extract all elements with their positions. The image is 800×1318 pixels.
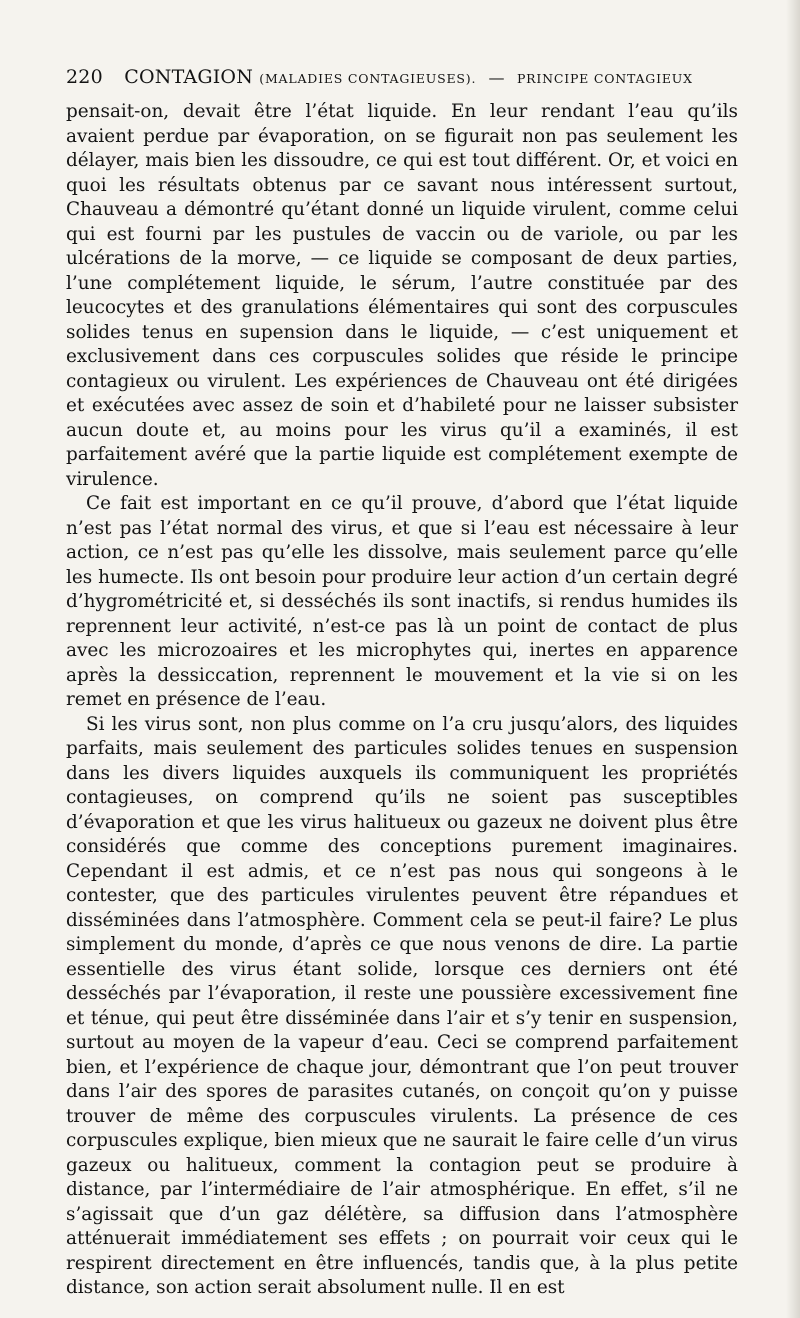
header-section: PRINCIPE CONTAGIEUX: [516, 71, 693, 86]
body-text: [66, 100, 738, 1301]
paragraph-2: Ce fait est important en ce qu’il prouve, d’abord que l’état liquide n’est pas l’état normal des virus, et que si l’eau est nécessaire à leur action, ce n’est pas qu’elle les dissolve, mais seulement parce qu’elle les humecte. Ils ont besoin pour produire leur action d’un certain degré d’hygrométricité et, si desséchés ils sont inactifs, si rendus humides ils reprennent leur activité, n’est-ce pas là un point de contact de plus avec les microzoaires et les microphytes qui, inertes en apparence après la dessiccation, reprennent le mouvement et la vie si on les remet en présence de l’eau.: [66, 493, 738, 710]
header-subtitle: (MALADIES CONTAGIEUSES).: [259, 71, 477, 86]
page-edge-shadow: [786, 0, 800, 1318]
running-header: [66, 66, 738, 94]
header-title: CONTAGION: [124, 66, 254, 88]
paragraph-1: pensait-on, devait être l’état liquide. En leur rendant l’eau qu’ils avaient perdue par évaporation, on se figurait non pas seulement les délayer, mais bien les dissoudre, ce qui est tout différent. Or, et voici en quoi les résultats obtenus par ce savant nous intéressent surtout, Chauveau a démontré qu’étant donné un liquide virulent, comme celui qui est fourni par les pustules de vaccin ou de variole, ou par les ulcérations de la morve, — ce liquide se composant de deux parties, l’une complétement liquide, le sérum, l’autre constituée par des leucocytes et des granulations élémentaires qui sont des corpuscules solides tenus en supension dans le liquide, — c’est uniquement et exclusivement dans ces corpuscules solides que réside le principe contagieux ou virulent. Les expériences de Chauveau ont été dirigées et exécutées avec assez de soin et d’habileté pour ne laisser subsister aucun doute et, au moins pour les virus qu’il a examinés, il est parfaitement avéré que la partie liquide est complétement exempte de virulence.: [66, 101, 738, 490]
page-number: 220: [66, 66, 103, 88]
paragraph-3: Si les virus sont, non plus comme on l’a cru jusqu’alors, des liquides parfaits, mais seulement des particules solides tenues en suspension dans les divers liquides auxquels ils communiquent les propriétés contagieuses, on comprend qu’ils ne soient pas susceptibles d’évaporation et que les virus halitueux ou gazeux ne doivent plus être considérés que comme des conceptions purement imaginaires. Cependant il est admis, et ce n’est pas nous qui songeons à le contester, que des particules virulentes peuvent être répandues et disséminées dans l’atmosphère. Comment cela se peut-il faire? Le plus simplement du monde, d’après ce que nous venons de dire. La partie essentielle des virus étant solide, lorsque ces derniers ont été desséchés par l’évaporation, il reste une poussière excessivement fine et ténue, qui peut être disséminée dans l’air et s’y tenir en suspension, surtout au moyen de la vapeur d’eau. Ceci se comprend parfaitement bien, et l’expérience de chaque jour, démontrant que l’on peut trouver dans l’air des spores de parasites cutanés, on conçoit qu’on y puisse trouver de même des corpuscules virulents. La présence de ces corpuscules explique, bien mieux que ne saurait le faire celle d’un virus gazeux ou halitueux, comment la contagion peut se produire à distance, par l’intermédiaire de l’air atmosphérique. En effet, s’il ne s’agissait que d’un gaz délétère, sa diffusion dans l’atmosphère atténuerait immédiatement ses effets ; on pourrait voir ceux qui le respirent directement en être influencés, tandis que, à la plus petite distance, son action serait absolument nulle. Il en est: [66, 713, 738, 1298]
header-dash: —: [488, 68, 505, 87]
